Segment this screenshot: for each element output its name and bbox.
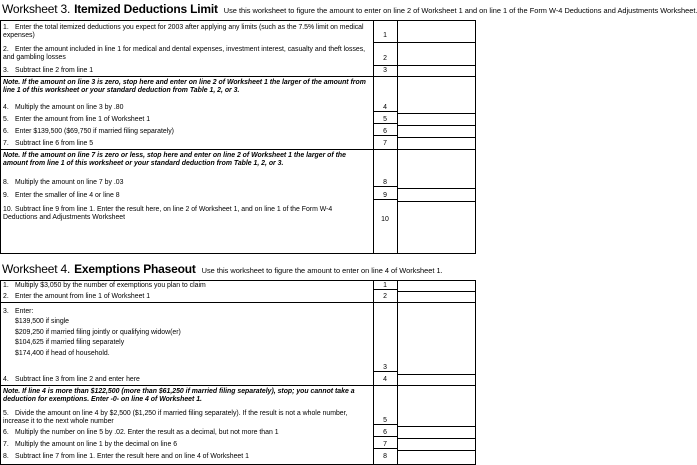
- worksheet-3-instructions: Use this worksheet to figure the amount to enter on line 2 of Worksheet 1 and on line 1 of the Form W-4 Deductions and Adjustments Worksheet.: [223, 6, 697, 15]
- worksheet-3-header: [0, 2, 697, 20]
- ws4-line-8-amount[interactable]: [397, 451, 475, 464]
- ws4-line-1-amount[interactable]: [397, 281, 475, 292]
- worksheet-3-table: [0, 20, 476, 254]
- ws3-line-3-amount[interactable]: [397, 66, 475, 77]
- line-text: Enter $139,500 ($69,750 if married filing separately): [15, 128, 174, 135]
- ws4-line-3-amount[interactable]: [397, 303, 475, 375]
- line-number: 4.: [3, 376, 9, 383]
- line-text: Subtract line 7 from line 1. Enter the result here and on line 4 of Worksheet 1: [15, 453, 249, 460]
- line-box-number: 3: [373, 364, 397, 372]
- worksheet-3-title: Itemized Deductions Limit: [74, 2, 218, 16]
- ws3-line-10-amount[interactable]: [397, 202, 475, 227]
- line-3-option: $104,625 if married filing separately: [15, 339, 125, 347]
- line-box-number: 5: [373, 417, 397, 425]
- line-3-option: $174,400 if head of household.: [15, 349, 110, 357]
- worksheet-4-table: [0, 280, 476, 465]
- line-box-number: 2: [373, 55, 397, 66]
- line-box-number: 8: [383, 453, 387, 460]
- line-box-number: 7: [373, 441, 397, 449]
- ws4-note: Note. If line 4 is more than $122,500 (more than $61,250 if married filing separately), stop; you cannot take a deduction for exemptions. Enter -0- on line 4 of Worksheet 1.: [3, 388, 355, 404]
- worksheet-3-number: Worksheet 3.: [2, 2, 71, 16]
- line-number: 5.: [3, 410, 9, 417]
- ws3-note-1: Note. If the amount on line 3 is zero, stop here and enter on line 2 of Worksheet 1 the larger of the amount from line 1 of this worksheet or your standard deduction from Table 1, 2, or 3.: [3, 79, 366, 95]
- ws4-line-4-amount[interactable]: [397, 375, 475, 386]
- ws3-line-7-amount[interactable]: [397, 138, 475, 150]
- line-number: 6.: [3, 429, 9, 436]
- line-number: 1.: [3, 282, 9, 289]
- ws4-line-5: [1, 408, 475, 427]
- ws3-line-9: [1, 189, 475, 202]
- line-box-number: 2: [383, 293, 387, 300]
- worksheet-4-header: [0, 262, 476, 280]
- line-box-number: 6: [373, 429, 397, 437]
- ws4-line-7-amount[interactable]: [397, 439, 475, 451]
- line-text: Enter the amount from line 1 of Worksheet 1: [15, 293, 151, 300]
- line-text: Enter the amount from line 1 of Worksheet 1: [15, 116, 151, 123]
- ws3-line-5-amount[interactable]: [397, 114, 475, 126]
- line-box-number: 7: [383, 140, 387, 147]
- ws4-line-5-amount[interactable]: [397, 408, 475, 427]
- ws3-line-9-amount[interactable]: [397, 189, 475, 202]
- line-text: Subtract line 3 from line 2 and enter here: [15, 376, 140, 383]
- line-text: Multiply $3,050 by the number of exemptions you plan to claim: [15, 282, 206, 289]
- line-number: 5.: [3, 116, 9, 123]
- ws4-line-2: [1, 292, 475, 303]
- line-box-number: 10: [381, 216, 389, 223]
- line-box-number: 4: [383, 376, 387, 383]
- worksheet-4: [0, 262, 476, 465]
- ws4-line-8: [1, 451, 475, 464]
- line-text: Multiply the amount on line 7 by .03: [15, 179, 124, 186]
- ws3-line-8: [1, 176, 475, 189]
- line-number: 6.: [3, 128, 9, 135]
- line-box-number: 8: [373, 179, 397, 187]
- line-3-option: $139,500 if single: [15, 318, 70, 326]
- ws3-line-2: [1, 43, 475, 66]
- worksheet-4-instructions: Use this worksheet to figure the amount to enter on line 4 of Worksheet 1.: [201, 266, 443, 275]
- ws4-line-4: [1, 375, 475, 386]
- ws3-line-3: [1, 66, 475, 77]
- ws4-line-7: [1, 439, 475, 451]
- line-box-number: 5: [373, 116, 397, 124]
- ws4-line-6: [1, 427, 475, 439]
- ws3-line-4-amount[interactable]: [397, 102, 475, 114]
- line-number: 4.: [3, 104, 9, 111]
- worksheet-4-number: Worksheet 4.: [2, 262, 71, 276]
- worksheet-3: [0, 2, 697, 254]
- ws3-line-7: [1, 138, 475, 150]
- line-text: Multiply the amount on line 1 by the decimal on line 6: [15, 441, 178, 448]
- line-text: Enter:: [15, 308, 34, 315]
- line-number: 8.: [3, 453, 9, 460]
- line-text: Enter the total itemized deductions you expect for 2003 after applying any limits (such as the 7.5% limit on medical expenses): [3, 24, 364, 40]
- line-text: Enter the smaller of line 4 or line 8: [15, 192, 120, 199]
- ws3-line-6-amount[interactable]: [397, 126, 475, 138]
- ws3-note-2: Note. If the amount on line 7 is zero or less, stop here and enter on line 2 of Worksheet 1 the larger of the amount from line 1 of this worksheet or your standard deduction from Table 1, 2, or 3.: [3, 152, 346, 168]
- ws3-line-6: [1, 126, 475, 138]
- ws4-line-1: [1, 281, 475, 292]
- ws3-line-8-amount[interactable]: [397, 176, 475, 189]
- ws4-line-6-amount[interactable]: [397, 427, 475, 439]
- line-text: Subtract line 2 from line 1: [15, 67, 94, 74]
- line-box-number: 6: [373, 128, 397, 136]
- line-text: Divide the amount on line 4 by $2,500 ($1,250 if married filing separately). If the result is not a whole number, increase it to the next whole number: [3, 410, 348, 426]
- line-box-number: 9: [373, 192, 397, 200]
- line-number: 9.: [3, 192, 9, 199]
- line-text: Subtract line 6 from line 5: [15, 140, 94, 147]
- line-number: 1.: [3, 24, 9, 31]
- line-text: Multiply the number on line 5 by .02. Enter the result as a decimal, but not more than 1: [15, 429, 279, 436]
- line-number: 3.: [3, 67, 9, 74]
- line-text: Enter the amount included in line 1 for medical and dental expenses, investment interest, casualty and theft losses, and gambling losses: [3, 46, 366, 62]
- ws3-line-5: [1, 114, 475, 126]
- line-number: 8.: [3, 179, 9, 186]
- line-text: Multiply the amount on line 3 by .80: [15, 104, 124, 111]
- ws3-line-4: [1, 102, 475, 114]
- worksheet-4-title: Exemptions Phaseout: [74, 262, 196, 276]
- line-number: 7.: [3, 140, 9, 147]
- line-box-number: 1: [373, 32, 397, 43]
- line-box-number: 3: [383, 67, 387, 74]
- ws3-line-2-amount[interactable]: [397, 43, 475, 66]
- line-number: 2.: [3, 293, 9, 300]
- ws4-line-3: [1, 303, 475, 375]
- line-box-number: 4: [373, 104, 397, 112]
- line-number: 7.: [3, 441, 9, 448]
- line-3-option: $209,250 if married filing jointly or qualifying widow(er): [15, 328, 181, 336]
- ws3-line-10: [1, 202, 475, 253]
- line-number: 10.: [3, 206, 13, 213]
- ws4-line-2-amount[interactable]: [397, 292, 475, 303]
- line-text: Subtract line 9 from line 1. Enter the result here, on line 2 of Worksheet 1, and on line 1 of the Form W-4 Deductions and Adjustments Worksheet: [3, 206, 333, 222]
- line-number: 2.: [3, 46, 9, 53]
- line-box-number: 1: [373, 282, 397, 290]
- ws3-line-1-amount[interactable]: [397, 21, 475, 43]
- ws3-line-1: [1, 21, 475, 43]
- line-number: 3.: [3, 308, 9, 315]
